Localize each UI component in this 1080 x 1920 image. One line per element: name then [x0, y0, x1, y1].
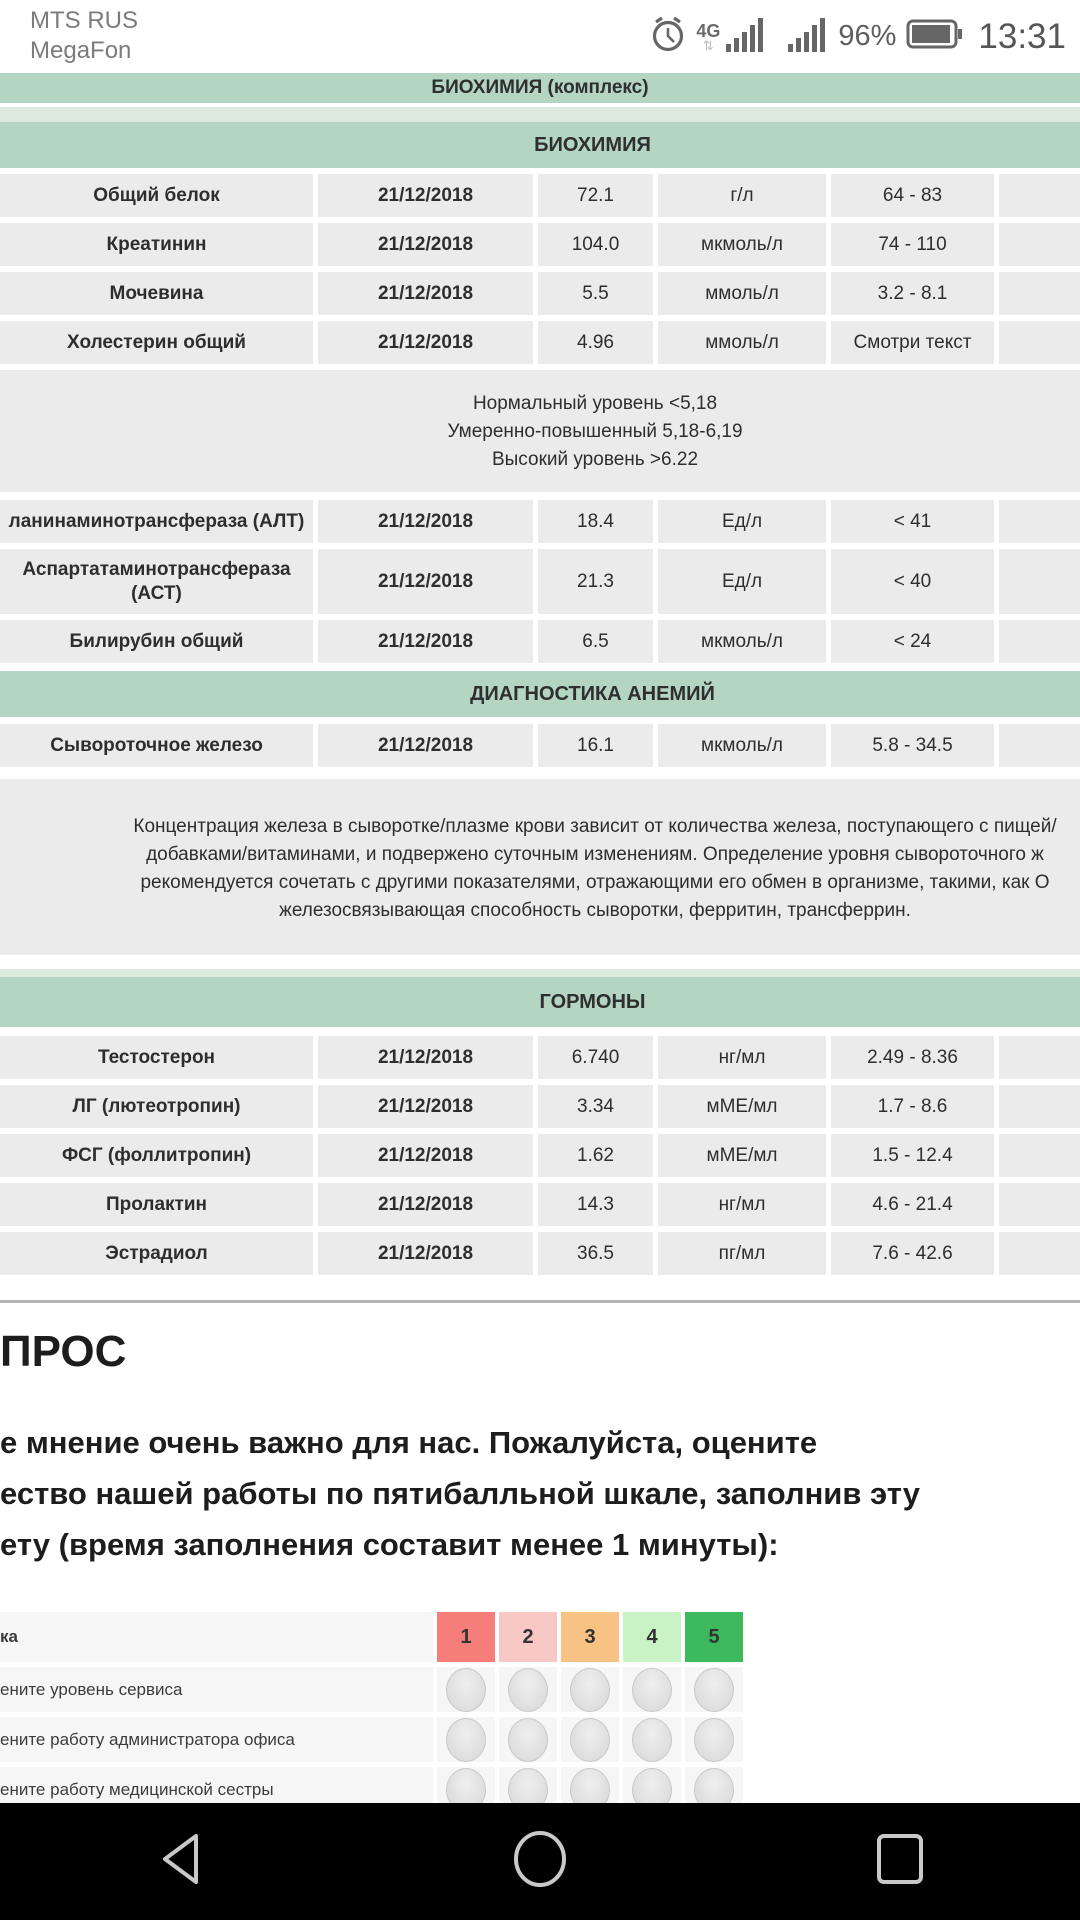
param-range: 74 - 110 [831, 223, 994, 266]
param-range: 5.8 - 34.5 [831, 724, 994, 767]
param-date: 21/12/2018 [318, 1036, 533, 1079]
param-name: ЛГ (лютеотропин) [0, 1085, 313, 1128]
cholesterol-note [0, 370, 1080, 492]
radio-button[interactable] [570, 1718, 610, 1762]
param-name: Аспартатаминотрансфераза (АСТ) [0, 549, 313, 614]
param-name: Эстрадиол [0, 1232, 313, 1275]
param-date: 21/12/2018 [318, 724, 533, 767]
param-date: 21/12/2018 [318, 1134, 533, 1177]
param-date: 21/12/2018 [318, 174, 533, 217]
param-units: мкмоль/л [658, 223, 826, 266]
param-units: ммоль/л [658, 272, 826, 315]
survey-row-label: ените уровень сервиса [0, 1667, 433, 1712]
table-row [0, 724, 1080, 767]
param-date: 21/12/2018 [318, 1085, 533, 1128]
survey-intro [0, 1417, 1080, 1570]
radio-button[interactable] [632, 1668, 672, 1712]
param-range: 64 - 83 [831, 174, 994, 217]
radio-button[interactable] [694, 1668, 734, 1712]
param-value: 1.62 [538, 1134, 653, 1177]
param-range: < 40 [831, 549, 994, 614]
param-value: 4.96 [538, 321, 653, 364]
note-line: Концентрация железа в сыворотке/плазме крови зависит от количества железа, поступающего с пищей/ [133, 816, 1057, 837]
note-line: добавками/витаминами, и подвержено суточным изменениям. Определение уровня сывороточного ж [146, 844, 1044, 865]
note-line: Высокий уровень >6.22 [491, 449, 699, 470]
param-extra [999, 321, 1080, 364]
param-date: 21/12/2018 [318, 1232, 533, 1275]
section-header-biochem: БИОХИМИЯ [0, 122, 1080, 168]
param-value: 104.0 [538, 223, 653, 266]
intro-line: ету (время заполнения составит менее 1 минуты): [0, 1527, 779, 1562]
scale-4-cell: 4 [623, 1612, 681, 1662]
param-range: 4.6 - 21.4 [831, 1183, 994, 1226]
param-name: ФСГ (фоллитропин) [0, 1134, 313, 1177]
param-name: ланинаминотрансфераза (АЛТ) [0, 500, 313, 543]
table-row [0, 223, 1080, 266]
survey-header-row [0, 1612, 1080, 1662]
radio-cell[interactable] [623, 1717, 681, 1762]
panel-title-biochem-complex: БИОХИМИЯ (комплекс) [0, 73, 1080, 103]
param-extra [999, 1232, 1080, 1275]
survey-row-service [0, 1667, 1080, 1712]
param-value: 36.5 [538, 1232, 653, 1275]
param-name: Общий белок [0, 174, 313, 217]
param-date: 21/12/2018 [318, 500, 533, 543]
radio-cell[interactable] [499, 1717, 557, 1762]
survey-row-label: ените работу медицинской сестры [0, 1767, 433, 1812]
divider-strip [0, 107, 1080, 122]
radio-cell[interactable] [561, 1717, 619, 1762]
table-row [0, 1036, 1080, 1079]
param-date: 21/12/2018 [318, 620, 533, 663]
param-range: 2.49 - 8.36 [831, 1036, 994, 1079]
param-units: мМЕ/мл [658, 1085, 826, 1128]
param-units: ммоль/л [658, 321, 826, 364]
clock-time: 13:31 [978, 16, 1066, 56]
survey-header-label: ка [0, 1612, 433, 1662]
table-row [0, 174, 1080, 217]
param-range: 1.5 - 12.4 [831, 1134, 994, 1177]
param-date: 21/12/2018 [318, 272, 533, 315]
horizontal-divider [0, 1300, 1080, 1303]
param-extra [999, 174, 1080, 217]
param-date: 21/12/2018 [318, 549, 533, 614]
scale-1-cell: 1 [437, 1612, 495, 1662]
carrier-labels [30, 6, 138, 66]
android-nav-bar [0, 1803, 1080, 1920]
radio-cell[interactable] [685, 1667, 743, 1712]
param-range: 7.6 - 42.6 [831, 1232, 994, 1275]
radio-button[interactable] [446, 1668, 486, 1712]
home-icon [512, 1830, 568, 1893]
param-name: Пролактин [0, 1183, 313, 1226]
table-row [0, 1232, 1080, 1275]
survey-heading: ПРОС [0, 1327, 127, 1376]
param-value: 6.5 [538, 620, 653, 663]
param-date: 21/12/2018 [318, 223, 533, 266]
param-extra [999, 500, 1080, 543]
divider-strip [0, 969, 1080, 977]
param-date: 21/12/2018 [318, 321, 533, 364]
table-row [0, 549, 1080, 614]
param-value: 5.5 [538, 272, 653, 315]
scale-2-cell: 2 [499, 1612, 557, 1662]
table-row [0, 1085, 1080, 1128]
scale-5-cell: 5 [685, 1612, 743, 1662]
param-extra [999, 1085, 1080, 1128]
battery-percent: 96% [838, 20, 897, 52]
note-line: железосвязывающая способность сыворотки, ферритин, трансферрин. [279, 900, 911, 921]
radio-button[interactable] [570, 1668, 610, 1712]
note-line: Нормальный уровень <5,18 [472, 393, 718, 414]
param-units: г/л [658, 174, 826, 217]
recents-icon [876, 1833, 924, 1890]
param-extra [999, 724, 1080, 767]
param-extra [999, 223, 1080, 266]
battery-icon [906, 17, 964, 56]
survey-row-administrator [0, 1717, 1080, 1762]
param-value: 21.3 [538, 549, 653, 614]
alarm-icon [650, 15, 686, 58]
back-icon [161, 1833, 199, 1890]
param-range: Смотри текст [831, 321, 994, 364]
survey-table [0, 1612, 1080, 1812]
param-name: Креатинин [0, 223, 313, 266]
scale-3-cell: 3 [561, 1612, 619, 1662]
home-button[interactable] [360, 1830, 720, 1893]
radio-cell[interactable] [561, 1667, 619, 1712]
param-units: мкмоль/л [658, 620, 826, 663]
table-row [0, 620, 1080, 663]
param-date: 21/12/2018 [318, 1183, 533, 1226]
param-name: Тестостерон [0, 1036, 313, 1079]
table-row [0, 272, 1080, 315]
param-name: Сывороточное железо [0, 724, 313, 767]
network-4g-icon: 4G ⇅ [696, 20, 721, 53]
param-extra [999, 549, 1080, 614]
note-line: Умеренно-повышенный 5,18-6,19 [447, 421, 743, 442]
param-value: 3.34 [538, 1085, 653, 1128]
param-extra [999, 272, 1080, 315]
table-row [0, 1183, 1080, 1226]
note-line: рекомендуется сочетать с другими показателями, отражающими его обмен в организме, такими, как О [140, 872, 1050, 893]
table-row [0, 321, 1080, 364]
param-units: нг/мл [658, 1036, 826, 1079]
signal-bars-icon-2 [788, 16, 828, 57]
param-name: Мочевина [0, 272, 313, 315]
intro-line: е мнение очень важно для нас. Пожалуйста, оцените [0, 1425, 818, 1460]
results-table [0, 174, 1080, 1275]
status-bar [0, 0, 1080, 73]
radio-cell[interactable] [437, 1717, 495, 1762]
iron-note [0, 779, 1080, 955]
radio-button[interactable] [508, 1668, 548, 1712]
param-units: мМЕ/мл [658, 1134, 826, 1177]
param-extra [999, 1183, 1080, 1226]
param-value: 16.1 [538, 724, 653, 767]
back-button[interactable] [0, 1833, 360, 1890]
param-value: 14.3 [538, 1183, 653, 1226]
param-value: 72.1 [538, 174, 653, 217]
param-units: Ед/л [658, 500, 826, 543]
intro-line: ество нашей работы по пятибалльной шкале, заполнив эту [0, 1476, 920, 1511]
param-range: 3.2 - 8.1 [831, 272, 994, 315]
param-range: < 24 [831, 620, 994, 663]
param-extra [999, 620, 1080, 663]
table-row [0, 500, 1080, 543]
param-extra [999, 1036, 1080, 1079]
radio-button[interactable] [446, 1718, 486, 1762]
param-units: нг/мл [658, 1183, 826, 1226]
param-range: 1.7 - 8.6 [831, 1085, 994, 1128]
param-value: 18.4 [538, 500, 653, 543]
survey-row-label: ените работу администратора офиса [0, 1717, 433, 1762]
radio-cell[interactable] [623, 1667, 681, 1712]
recents-button[interactable] [720, 1833, 1080, 1890]
param-units: пг/мл [658, 1232, 826, 1275]
radio-button[interactable] [694, 1718, 734, 1762]
carrier-line2: MegaFon [30, 37, 132, 64]
param-units: мкмоль/л [658, 724, 826, 767]
table-row [0, 1134, 1080, 1177]
carrier-line1: MTS RUS [30, 7, 138, 34]
section-header-anemia: ДИАГНОСТИКА АНЕМИЙ [0, 671, 1080, 717]
radio-cell[interactable] [685, 1717, 743, 1762]
radio-cell[interactable] [437, 1667, 495, 1712]
section-header-hormones: ГОРМОНЫ [0, 977, 1080, 1027]
radio-button[interactable] [508, 1718, 548, 1762]
signal-bars-icon-1 [726, 16, 766, 57]
param-extra [999, 1134, 1080, 1177]
radio-cell[interactable] [499, 1667, 557, 1712]
radio-button[interactable] [632, 1718, 672, 1762]
param-name: Холестерин общий [0, 321, 313, 364]
param-value: 6.740 [538, 1036, 653, 1079]
param-name: Билирубин общий [0, 620, 313, 663]
param-units: Ед/л [658, 549, 826, 614]
param-range: < 41 [831, 500, 994, 543]
